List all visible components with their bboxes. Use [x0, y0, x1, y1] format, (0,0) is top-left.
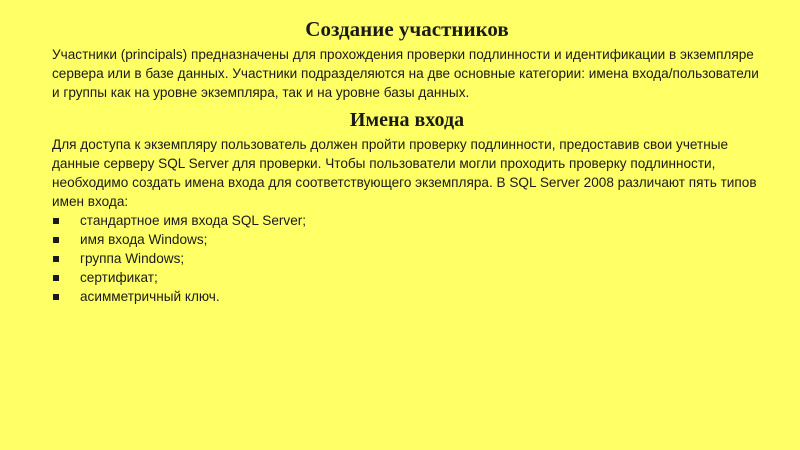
square-bullet-icon	[53, 294, 59, 300]
intro-paragraph: Участники (principals) предназначены для прохождения проверки подлинности и идентификации в экземпляре сервера или в базе данных. Участники подразделяются на две основные категории: имена входа/пользователи и группы как на уровне экземпляра, так и на уровне базы данных.	[52, 47, 759, 100]
list-item	[52, 287, 762, 306]
square-bullet-icon	[53, 218, 59, 224]
list-item-text: асимметричный ключ.	[80, 289, 220, 304]
slide-title: Создание участников	[305, 17, 509, 41]
list-item-text: группа Windows;	[80, 251, 185, 266]
slide-content	[52, 15, 762, 306]
list-item	[52, 249, 762, 268]
section-title: Имена входа	[349, 109, 465, 131]
list-item-text: стандартное имя входа SQL Server;	[80, 213, 307, 228]
list-item-text: имя входа Windows;	[80, 232, 208, 247]
square-bullet-icon	[53, 256, 59, 262]
square-bullet-icon	[53, 275, 59, 281]
list-item-text: сертификат;	[80, 270, 158, 285]
square-bullet-icon	[53, 237, 59, 243]
section-paragraph: Для доступа к экземпляру пользователь должен пройти проверку подлинности, предоставив свои учетные данные серверу SQL Server для проверки. Чтобы пользователи могли проходить проверку подлинности, необходимо создать имена входа для соответствующего экземпляра. В SQL Server 2008 различают пять типов имен входа:	[52, 137, 757, 209]
list-item	[52, 268, 762, 287]
list-item	[52, 230, 762, 249]
login-types-list	[52, 211, 762, 306]
list-item	[52, 211, 762, 230]
